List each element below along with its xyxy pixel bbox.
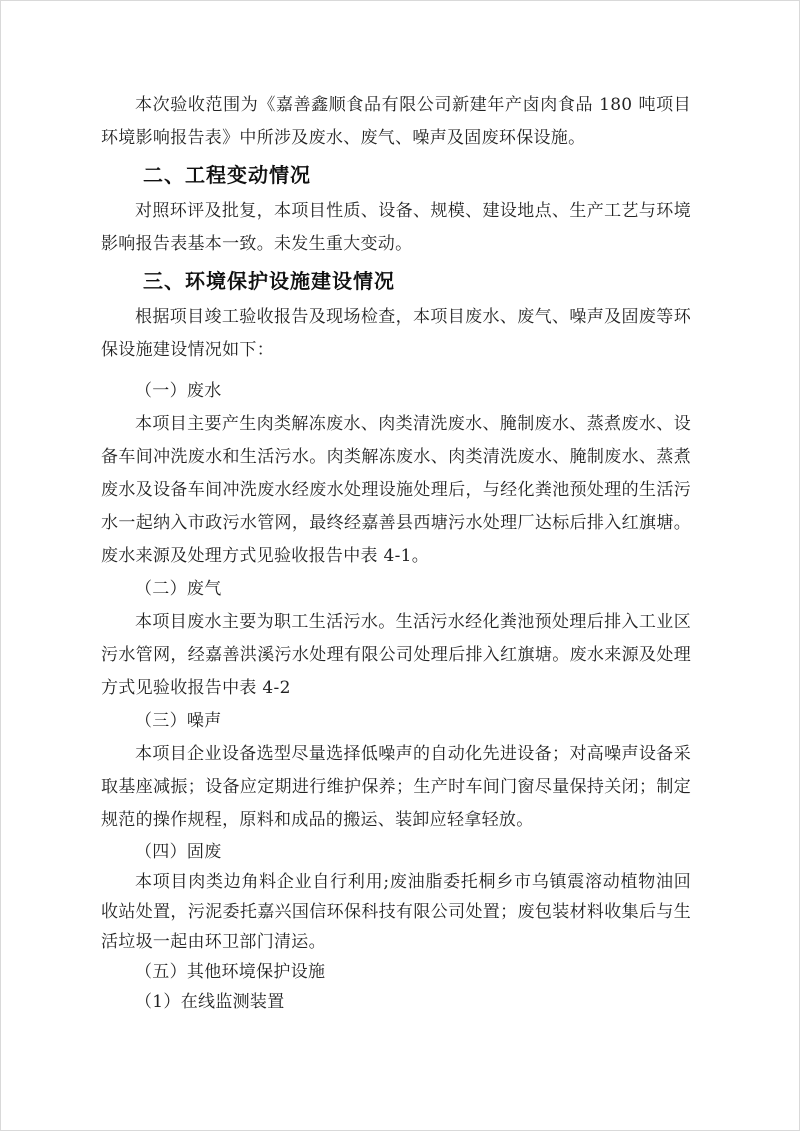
intro-paragraph: 本次验收范围为《嘉善鑫顺食品有限公司新建年产卤肉食品 180 吨项目环境影响报告表》中所涉及废水、废气、噪声及固废环保设施。 xyxy=(101,95,691,148)
item-label-online-monitoring: （1）在线监测装置 xyxy=(135,992,285,1012)
subsection-label-waste-gas: （二）废气 xyxy=(135,579,222,599)
subsection-label-wastewater: （一）废水 xyxy=(135,381,222,401)
noise-paragraph: 本项目企业设备选型尽量选择低噪声的自动化先进设备；对高噪声设备采取基座减振；设备应定期进行维护保养；生产时车间门窗尽量保持关闭；制定规范的操作规程，原料和成品的搬运、装卸应轻拿轻放。 xyxy=(101,744,691,830)
subsection-label-other-facilities: （五）其他环境保护设施 xyxy=(135,962,326,982)
env-protection-intro-paragraph: 根据项目竣工验收报告及现场检查，本项目废水、废气、噪声及固废等环保设施建设情况如下： xyxy=(101,307,691,360)
wastewater-paragraph: 本项目主要产生肉类解冻废水、肉类清洗废水、腌制废水、蒸煮废水、设备车间冲洗废水和生活污水。肉类解冻废水、肉类清洗废水、腌制废水、蒸煮废水及设备车间冲洗废水经废水处理设施处理后，与经化粪池预处理的生活污水一起纳入市政污水管网，最终经嘉善县西塘污水处理厂达标后排入红旗塘。废水来源及处理方式见验收报告中表 4-1。 xyxy=(101,414,691,566)
subsection-label-solid-waste: （四）固废 xyxy=(135,842,222,862)
subsection-label-noise: （三）噪声 xyxy=(135,711,222,731)
section-heading-project-changes: 二、工程变动情况 xyxy=(143,163,311,187)
project-changes-paragraph: 对照环评及批复，本项目性质、设备、规模、建设地点、生产工艺与环境影响报告表基本一致。未发生重大变动。 xyxy=(101,201,691,254)
document-content xyxy=(101,89,691,1017)
solid-waste-paragraph: 本项目肉类边角料企业自行利用;废油脂委托桐乡市乌镇震溶动植物油回收站处置，污泥委托嘉兴国信环保科技有限公司处置；废包装材料收集后与生活垃圾一起由环卫部门清运。 xyxy=(101,872,691,952)
waste-gas-paragraph: 本项目废水主要为职工生活污水。生活污水经化粪池预处理后排入工业区污水管网，经嘉善洪溪污水处理有限公司处理后排入红旗塘。废水来源及处理方式见验收报告中表 4-2 xyxy=(101,612,691,698)
section-heading-env-protection-facilities: 三、环境保护设施建设情况 xyxy=(143,269,395,293)
